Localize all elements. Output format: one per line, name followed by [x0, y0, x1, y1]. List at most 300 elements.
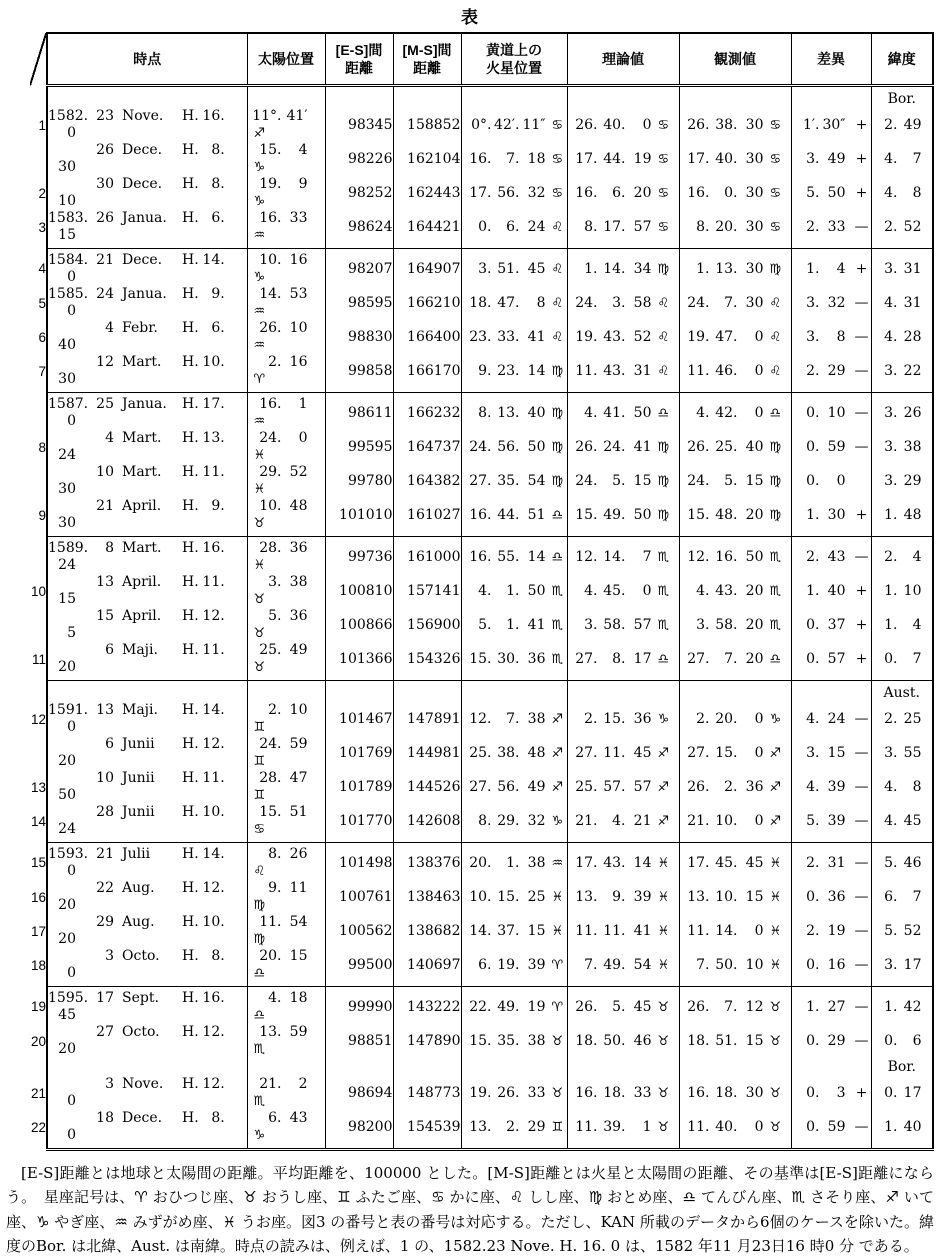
cell-theoretical	[567, 702, 679, 736]
value-part: 21	[633, 812, 652, 829]
value-part: 24	[58, 447, 76, 463]
cell-ms-distance: 158852	[393, 108, 461, 142]
value-part: 14.	[603, 260, 626, 277]
value-part: Aug.	[122, 914, 155, 930]
cell-mars-position	[461, 354, 567, 393]
value-part: 24	[58, 557, 76, 573]
table-row	[7, 608, 933, 642]
cell-mars-position	[461, 249, 567, 287]
value-part: Junii	[122, 736, 155, 752]
cell-mars-position	[461, 464, 567, 498]
value-part: 44.	[497, 506, 520, 523]
cell-difference	[791, 286, 871, 320]
value-part: ♎	[253, 966, 266, 981]
value-part: 4.	[806, 778, 820, 795]
value-part: 15	[827, 744, 846, 761]
cell-difference	[791, 249, 871, 287]
value-part: Mart.	[122, 464, 162, 480]
value-part: 8.	[478, 404, 492, 421]
value-part: 8	[536, 294, 546, 311]
cell-latitude	[871, 843, 933, 881]
table-row	[7, 464, 933, 498]
row-number: 18	[30, 957, 46, 973]
observation-group	[7, 843, 933, 987]
value-part: ♓	[657, 855, 670, 871]
value-part: 59	[827, 1118, 846, 1135]
cell-sun-position	[247, 681, 325, 703]
value-part: Octo.	[122, 948, 160, 964]
row-number	[7, 393, 47, 431]
value-part: 14	[633, 854, 652, 871]
value-part: 38.	[497, 744, 520, 761]
cell-timepoint	[47, 681, 247, 703]
value-part: 12.	[202, 608, 225, 624]
table-row	[7, 176, 933, 210]
cell-ms-distance: 164907	[393, 249, 461, 287]
row-number: 9	[38, 507, 46, 523]
value-part: 1591.	[48, 702, 89, 718]
value-part: 8.	[211, 1110, 225, 1126]
cell-sun-position	[247, 948, 325, 987]
cell-sun-position	[247, 320, 325, 354]
observation-group	[7, 681, 933, 843]
table-row	[7, 393, 933, 431]
value-part: 6.	[211, 320, 225, 336]
value-part: 6.	[478, 956, 492, 973]
cell-ms-distance: 156900	[393, 608, 461, 642]
value-part: 12	[745, 998, 764, 1015]
value-part: H.	[182, 642, 199, 658]
value-part: 14.	[202, 702, 225, 718]
cell-mars-position	[461, 804, 567, 843]
cell-sun-position	[247, 608, 325, 642]
cell-theoretical	[567, 1110, 679, 1150]
cell-theoretical	[567, 574, 679, 608]
value-part: 8	[105, 540, 114, 556]
value-part: 5.	[612, 998, 626, 1015]
row-number	[7, 464, 47, 498]
cell-difference	[791, 354, 871, 393]
value-part: 8.	[211, 948, 225, 964]
table-row	[7, 804, 933, 843]
value-part: ♓	[253, 558, 266, 573]
value-part: 2	[298, 1076, 308, 1092]
value-part: 12.	[469, 710, 492, 727]
cell-latitude	[871, 1110, 933, 1150]
table-row	[7, 681, 933, 703]
value-part: 57	[827, 650, 846, 667]
value-part: 28	[903, 328, 922, 345]
value-part: 31	[827, 854, 846, 871]
value-part: 2.	[806, 922, 820, 939]
value-part: ♍	[657, 439, 670, 455]
cell-observed	[679, 1076, 791, 1110]
value-part: 11.	[603, 922, 626, 939]
value-part: 39.	[603, 1118, 626, 1135]
cell-timepoint	[47, 498, 247, 537]
cell-sun-position	[247, 430, 325, 464]
value-part: 12.	[575, 548, 598, 565]
value-part: 18.	[715, 1084, 738, 1101]
value-part: H.	[182, 1110, 199, 1126]
cell-ms-distance	[393, 86, 461, 109]
value-part: Febr.	[122, 320, 158, 336]
value-part: 24.	[575, 472, 598, 489]
value-part: 40	[58, 337, 76, 353]
value-part: 1584.	[48, 252, 89, 268]
value-part: 5.	[478, 616, 492, 633]
cell-mars-position	[461, 108, 567, 142]
column-header-line: 距離	[345, 60, 373, 76]
value-part: +	[855, 506, 868, 523]
corner-diagonal	[7, 33, 47, 86]
cell-difference	[791, 537, 871, 575]
value-part: 5.	[806, 184, 820, 201]
value-part: 4.	[884, 184, 898, 201]
cell-observed	[679, 210, 791, 249]
cell-ms-distance: 138376	[393, 843, 461, 881]
table-row	[7, 642, 933, 681]
value-part: 13	[96, 702, 114, 718]
value-part: 6	[105, 736, 114, 752]
value-part: 20	[58, 659, 76, 675]
cell-theoretical	[567, 681, 679, 703]
row-number: 16	[30, 889, 46, 905]
row-number	[7, 142, 47, 176]
value-part: 13	[96, 574, 114, 590]
cell-mars-position	[461, 1058, 567, 1076]
column-header-line: 時点	[133, 50, 162, 67]
value-part: 15	[58, 591, 76, 607]
value-part: 30	[745, 1084, 764, 1101]
cell-mars-position	[461, 1110, 567, 1150]
value-part: 42′.	[494, 116, 520, 133]
cell-ms-distance: 144981	[393, 736, 461, 770]
cell-es-distance: 101010	[325, 498, 393, 537]
value-part: 46.	[715, 362, 738, 379]
value-part: ♏	[551, 651, 564, 667]
value-part: 16.	[202, 540, 225, 556]
value-part: ♎	[769, 405, 782, 421]
value-part: +	[855, 116, 868, 133]
value-part: H.	[182, 948, 199, 964]
cell-timepoint	[47, 574, 247, 608]
cell-sun-position	[247, 574, 325, 608]
value-part: 53	[289, 286, 308, 302]
row-number: 7	[38, 363, 46, 379]
cell-timepoint	[47, 430, 247, 464]
value-part: 27	[827, 998, 846, 1015]
value-part: 49	[289, 642, 308, 658]
value-part: H.	[182, 286, 199, 302]
value-part: +	[855, 150, 868, 167]
value-part: 2.	[724, 778, 738, 795]
value-part: 56.	[497, 778, 520, 795]
cell-timepoint	[47, 1076, 247, 1110]
cell-es-distance	[325, 86, 393, 109]
cell-sun-position	[247, 1076, 325, 1110]
value-part: 0	[67, 413, 76, 429]
value-part: 1.	[506, 616, 520, 633]
value-part: 20	[745, 506, 764, 523]
value-part: —	[854, 956, 869, 973]
cell-theoretical	[567, 1076, 679, 1110]
value-part: 22.	[469, 998, 492, 1015]
cell-latitude	[871, 249, 933, 287]
value-part: 11.	[687, 1118, 710, 1135]
value-part: 0	[642, 116, 652, 133]
value-part: 26.	[687, 438, 710, 455]
value-part: ♊	[253, 720, 266, 735]
value-part: 24.	[603, 438, 626, 455]
cell-latitude	[871, 608, 933, 642]
value-part: 32	[527, 812, 546, 829]
value-part: 51	[527, 506, 546, 523]
value-part: 52	[903, 218, 922, 235]
value-part: Nove.	[122, 108, 164, 124]
table-row	[7, 987, 933, 1025]
value-part: 2.	[696, 710, 710, 727]
value-part: ♑	[551, 813, 564, 829]
cell-es-distance: 98611	[325, 393, 393, 431]
value-part: Mart.	[122, 354, 162, 370]
row-number: 11	[31, 651, 46, 667]
column-header-line: [M-S]間	[402, 41, 452, 58]
value-part: April.	[122, 498, 162, 514]
value-part: 7.	[696, 956, 710, 973]
value-part: 50	[633, 506, 652, 523]
value-part: 1	[642, 1118, 652, 1135]
value-part: 50	[745, 548, 764, 565]
value-part: Junii	[122, 770, 155, 786]
value-part: 40	[827, 582, 846, 599]
value-part: 10.	[202, 804, 225, 820]
value-part: 30	[745, 218, 764, 235]
value-part: 57	[633, 218, 652, 235]
value-part: 20	[58, 897, 76, 913]
value-part: —	[854, 998, 869, 1015]
value-part: 27	[96, 1024, 114, 1040]
value-part: 55	[903, 744, 922, 761]
cell-latitude	[871, 736, 933, 770]
cell-es-distance: 100761	[325, 880, 393, 914]
value-part: 25.	[259, 642, 282, 658]
value-part: April.	[122, 608, 162, 624]
cell-observed	[679, 914, 791, 948]
value-part: 4.	[884, 328, 898, 345]
value-part: 21	[96, 846, 114, 862]
cell-es-distance: 98851	[325, 1024, 393, 1058]
value-part: 4.	[884, 150, 898, 167]
value-part: ♓	[657, 923, 670, 939]
value-part: +	[855, 582, 868, 599]
value-part: 51	[289, 804, 308, 820]
value-part: ♉	[769, 999, 782, 1015]
row-number: 6	[38, 329, 46, 345]
cell-sun-position	[247, 804, 325, 843]
observation-group	[7, 249, 933, 393]
cell-latitude	[871, 286, 933, 320]
cell-observed	[679, 1110, 791, 1150]
value-part: 16.	[687, 1084, 710, 1101]
table-row	[7, 354, 933, 393]
value-part: 15	[96, 608, 114, 624]
cell-latitude	[871, 393, 933, 431]
cell-es-distance: 100810	[325, 574, 393, 608]
value-part: 4.	[584, 404, 598, 421]
value-part: 1.	[806, 260, 820, 277]
cell-ms-distance: 162104	[393, 142, 461, 176]
value-part: ♉	[769, 1033, 782, 1049]
cell-sun-position	[247, 736, 325, 770]
value-part: 7	[912, 650, 922, 667]
value-part: 11.	[202, 574, 225, 590]
cell-sun-position	[247, 286, 325, 320]
value-part: ♉	[253, 592, 266, 607]
value-part: ♐	[657, 779, 670, 795]
cell-mars-position	[461, 948, 567, 987]
cell-latitude	[871, 108, 933, 142]
value-part: 0	[642, 582, 652, 599]
cell-difference	[791, 1110, 871, 1150]
value-part: ♉	[769, 1119, 782, 1135]
value-part: 10	[96, 770, 114, 786]
value-part: 34	[633, 260, 652, 277]
value-part: 4.	[584, 582, 598, 599]
value-part: +	[855, 616, 868, 633]
value-part: 17.	[202, 396, 225, 412]
value-part: 21	[96, 498, 114, 514]
value-part: H.	[182, 770, 199, 786]
value-part: 2.	[584, 710, 598, 727]
cell-mars-position	[461, 286, 567, 320]
cell-difference	[791, 642, 871, 681]
cell-mars-position	[461, 702, 567, 736]
value-part: 2.	[268, 702, 282, 718]
footnote-text: [E-S]距離とは地球と太陽間の距離。平均距離を、100000 とした。[M-S]距離とは火星と太陽間の距離、その基準は[E-S]距離にならう。 星座記号は、♈ おひつじ座、♉ おうし座、♊ ふたご座、♋ かに座、♌ しし座、♍ おとめ座、♎ てんびん座、♏ さそり座、♐ いて座、♑ やぎ座、♒ みずがめ座、♓ うお座。図3 の番号と表の番号は対応する。ただし、KAN 所載のデータから6個のケースを除いた。緯度のBor. は北緯、Aust. は南緯。時点の読みは、例えば、1 の、1582.23 Nove. H. 16. 0 は、1582 年11 月23日16 時0 分 である。	[6, 1164, 934, 1255]
value-part: 10.	[259, 252, 282, 268]
cell-latitude	[871, 1076, 933, 1110]
cell-es-distance: 99736	[325, 537, 393, 575]
value-part: 3.	[806, 328, 820, 345]
value-part: 21.	[687, 812, 710, 829]
value-part: 19	[527, 998, 546, 1015]
value-part: 36	[745, 778, 764, 795]
value-part: 31	[903, 294, 922, 311]
value-part: 24.	[575, 294, 598, 311]
value-part: 22	[96, 880, 114, 896]
value-part: 39	[633, 888, 652, 905]
table-row	[7, 1076, 933, 1110]
cell-mars-position	[461, 608, 567, 642]
value-part: 4.	[884, 812, 898, 829]
value-part: 24	[827, 710, 846, 727]
cell-es-distance: 99780	[325, 464, 393, 498]
value-part: 48	[903, 506, 922, 523]
value-part: Aug.	[122, 880, 155, 896]
row-number: 13	[30, 779, 46, 795]
value-part: 11	[289, 880, 308, 896]
value-part: H.	[182, 608, 199, 624]
value-part: 20	[745, 582, 764, 599]
cell-es-distance	[325, 1058, 393, 1076]
value-part: 0	[754, 404, 764, 421]
column-header-line: 火星位置	[486, 60, 542, 76]
cell-latitude	[871, 642, 933, 681]
cell-difference	[791, 702, 871, 736]
value-part: 24.	[259, 736, 282, 752]
value-part: 15.	[497, 888, 520, 905]
cell-difference	[791, 1024, 871, 1058]
value-part: H.	[182, 430, 199, 446]
cell-theoretical	[567, 537, 679, 575]
value-part: 19	[827, 922, 846, 939]
cell-mars-position	[461, 1024, 567, 1058]
cell-mars-position	[461, 770, 567, 804]
value-part: ♋	[551, 151, 564, 167]
value-part: 6.	[612, 184, 626, 201]
value-part: 10	[903, 582, 922, 599]
cell-observed	[679, 286, 791, 320]
cell-ms-distance: 157141	[393, 574, 461, 608]
value-part: 39	[527, 956, 546, 973]
cell-difference	[791, 987, 871, 1025]
value-part: 43.	[603, 328, 626, 345]
value-part: 50	[527, 438, 546, 455]
value-part: 3	[105, 1076, 114, 1092]
value-part: 7.	[584, 956, 598, 973]
value-part: 6.	[884, 888, 898, 905]
value-part: 10	[827, 404, 846, 421]
value-part: 0.	[806, 1032, 820, 1049]
value-part: ♑	[769, 711, 782, 727]
value-part: 26.	[687, 116, 710, 133]
value-part: Maji.	[122, 642, 158, 658]
row-number: 12	[30, 711, 46, 727]
value-part: 1.	[884, 998, 898, 1015]
value-part: ♋	[769, 185, 782, 201]
value-part: 5.	[724, 472, 738, 489]
value-part: ♋	[769, 151, 782, 167]
value-part: ♒	[253, 338, 266, 353]
cell-mars-position	[461, 86, 567, 109]
value-part: ♌	[657, 295, 670, 311]
value-part: —	[854, 218, 869, 235]
table-row	[7, 702, 933, 736]
cell-sun-position	[247, 843, 325, 881]
value-part: 27.	[575, 650, 598, 667]
value-part: 36	[289, 608, 308, 624]
column-header-line: [E-S]間	[335, 41, 383, 58]
cell-timepoint	[47, 702, 247, 736]
value-part: 29.	[259, 464, 282, 480]
value-part: ♌	[551, 295, 564, 311]
value-part: 15.	[469, 650, 492, 667]
value-part: H.	[182, 320, 199, 336]
cell-sun-position	[247, 770, 325, 804]
value-part: 1.	[506, 854, 520, 871]
cell-ms-distance: 147891	[393, 702, 461, 736]
cell-observed	[679, 642, 791, 681]
value-part: 33.	[497, 328, 520, 345]
value-part: 0	[67, 1127, 76, 1143]
cell-difference	[791, 914, 871, 948]
value-part: 26.	[497, 1084, 520, 1101]
cell-mars-position	[461, 1076, 567, 1110]
cell-sun-position	[247, 176, 325, 210]
latitude-hemisphere-label: Bor.	[871, 86, 933, 109]
value-part: 24.	[687, 472, 710, 489]
